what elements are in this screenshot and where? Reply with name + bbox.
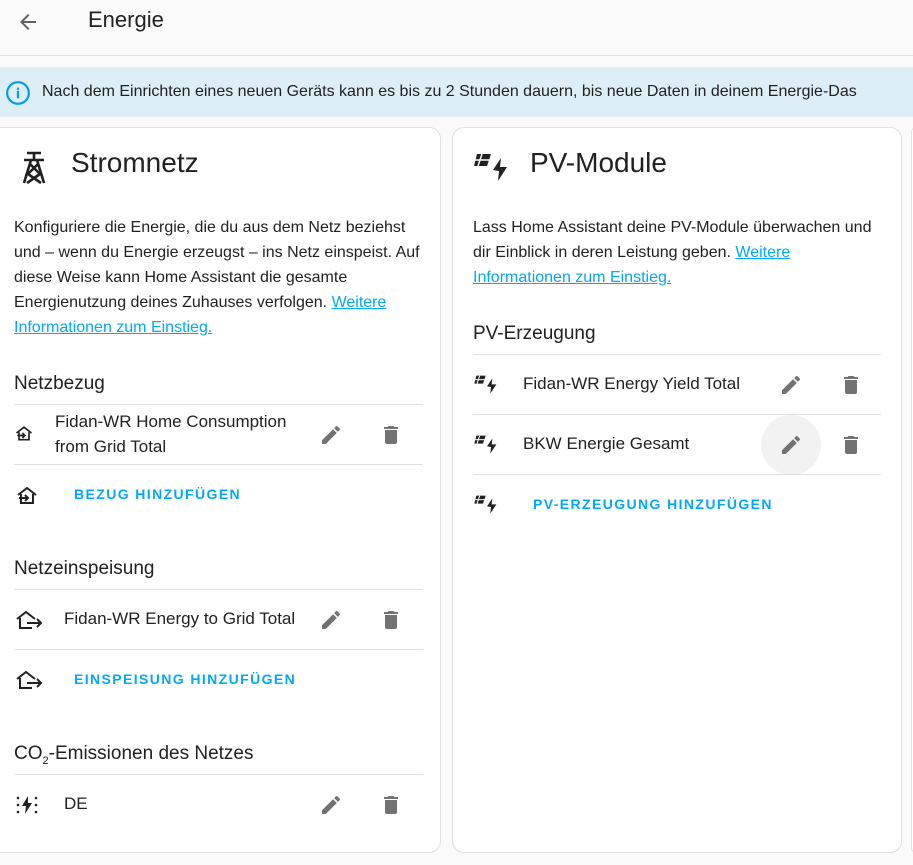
- pencil-icon: [319, 793, 343, 817]
- grid-consumption-title: Netzbezug: [14, 373, 105, 394]
- back-button[interactable]: [4, 2, 52, 42]
- trash-icon: [839, 373, 863, 397]
- list-item-label: BKW Energie Gesamt: [523, 434, 690, 453]
- solar-power-icon: [473, 373, 501, 397]
- pencil-icon: [779, 433, 803, 457]
- grid-card: [0, 127, 441, 853]
- top-app-bar: [0, 0, 913, 56]
- solar-card-title: PV-Module: [530, 147, 667, 178]
- transmission-tower-icon: [18, 150, 50, 186]
- info-banner: [0, 67, 913, 117]
- trash-icon: [839, 433, 863, 457]
- edit-button[interactable]: [309, 598, 353, 642]
- list-item: [473, 354, 881, 414]
- pencil-icon: [779, 373, 803, 397]
- grid-card-description: Konfiguriere die Energie, die du aus dem Netz beziehst und – wenn du Energie erzeugst – ins Netz einspeist. Auf diese Weise kann Home Assistant die gesamte Energienutzung deines Zuhauses verfolgen. Weitere Informationen zum Einstieg.: [14, 219, 420, 336]
- add-consumption-row[interactable]: [14, 464, 423, 524]
- molecule-co2-icon: [14, 793, 40, 817]
- delete-button[interactable]: [369, 413, 413, 457]
- solar-card: [452, 127, 902, 853]
- info-circle-icon: [5, 80, 31, 106]
- pencil-icon: [319, 608, 343, 632]
- grid-return-title: Netzeinspeisung: [14, 558, 155, 579]
- grid-card-title: Stromnetz: [71, 147, 199, 178]
- solar-production-title: PV-Erzeugung: [473, 323, 596, 344]
- info-banner-text: Nach dem Einrichten eines neuen Geräts kann es bis zu 2 Stunden dauern, bis neue Daten in deinem Energie-Das: [42, 83, 857, 100]
- solar-power-icon: [473, 150, 513, 186]
- list-item-label: Fidan-WR Energy Yield Total: [523, 374, 741, 393]
- add-solar-row[interactable]: [473, 474, 881, 534]
- list-item: [14, 589, 423, 649]
- edit-button[interactable]: [309, 413, 353, 457]
- edit-button[interactable]: [769, 363, 813, 407]
- page-title: Energie: [88, 7, 164, 32]
- grid-learn-more-link[interactable]: Weitere Informationen zum Einstieg.: [14, 294, 387, 336]
- delete-button[interactable]: [369, 783, 413, 827]
- home-export-icon: [14, 668, 44, 692]
- delete-button[interactable]: [829, 363, 873, 407]
- edit-button[interactable]: [309, 783, 353, 827]
- add-return-row[interactable]: [14, 649, 423, 709]
- trash-icon: [379, 608, 403, 632]
- add-solar-button[interactable]: PV-ERZEUGUNG HINZUFÜGEN: [533, 496, 773, 512]
- pencil-icon: [319, 423, 343, 447]
- list-item-label: DE: [64, 794, 88, 813]
- list-item: [14, 774, 423, 834]
- home-import-icon: [14, 483, 40, 507]
- arrow-left-icon: [16, 10, 40, 34]
- solar-power-icon: [473, 493, 501, 517]
- list-item: [14, 404, 423, 464]
- solar-power-icon: [473, 433, 501, 457]
- grid-co2-title: $CO_2$-Emissionen des Netzes: [14, 743, 254, 767]
- trash-icon: [379, 423, 403, 447]
- delete-button[interactable]: [369, 598, 413, 642]
- delete-button[interactable]: [829, 423, 873, 467]
- solar-learn-more-link[interactable]: Weitere Informationen zum Einstieg.: [473, 244, 791, 286]
- add-return-button[interactable]: EINSPEISUNG HINZUFÜGEN: [74, 671, 297, 687]
- list-item-label: Fidan-WR Home Consumption from Grid Total: [55, 412, 287, 456]
- list-item-label: Fidan-WR Energy to Grid Total: [64, 609, 296, 628]
- list-item: [473, 414, 881, 474]
- home-import-icon: [14, 423, 34, 443]
- add-consumption-button[interactable]: BEZUG HINZUFÜGEN: [74, 486, 242, 502]
- edit-button[interactable]: [761, 415, 821, 475]
- home-export-icon: [14, 608, 44, 632]
- solar-card-description: Lass Home Assistant deine PV-Module überwachen und dir Einblick in deren Leistung geben. Weitere Informationen zum Einstieg.: [473, 219, 872, 286]
- bottom-edge: [0, 858, 913, 865]
- trash-icon: [379, 793, 403, 817]
